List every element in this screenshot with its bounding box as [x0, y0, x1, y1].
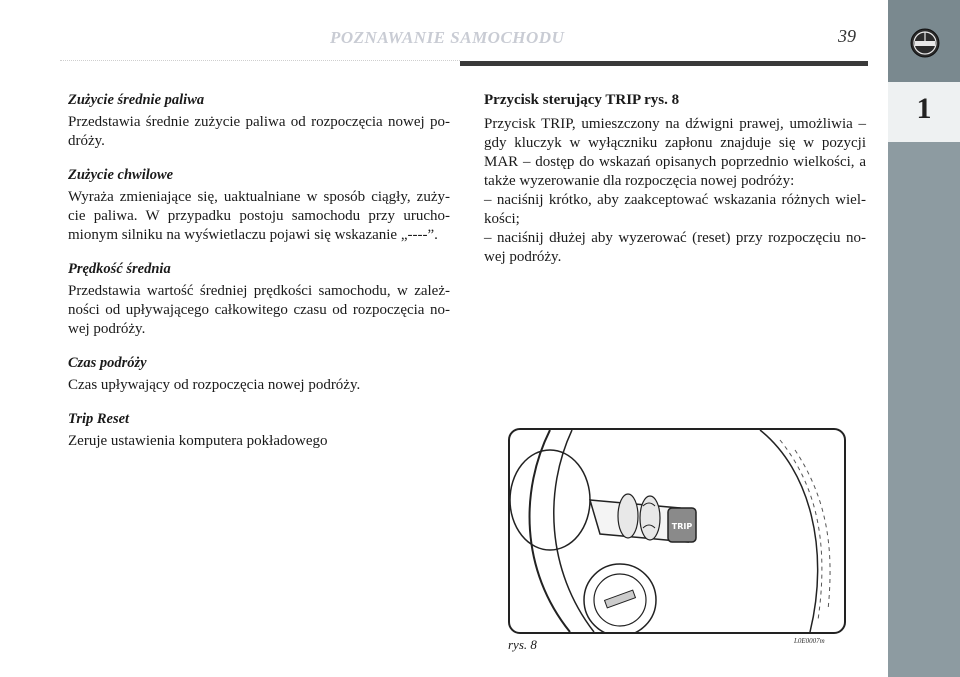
page-number: 39: [838, 26, 856, 46]
header-dotted-rule: [60, 60, 460, 61]
section-heading: Czas podróży: [68, 355, 147, 371]
section-instant-fuel: [68, 167, 450, 245]
left-column: [68, 92, 450, 467]
trip-button-heading: Przycisk sterujący TRIP rys. 8: [484, 92, 680, 108]
section-trip-reset: [68, 411, 450, 451]
trip-paragraph: – naciśnij dłużej aby wyzerować (reset) przy rozpoczęciu no-wej podróży.: [484, 230, 866, 265]
section-heading: Zużycie średnie paliwa: [68, 92, 205, 108]
section-heading: Prędkość średnia: [68, 261, 171, 277]
running-header-title: POZNAWANIE SAMOCHODU: [330, 28, 565, 47]
section-text: Wyraża zmieniające się, uaktualniane w sposób ciągły, zuży-cie paliwa. W przypadku postoju samochodu przy urucho-mionym silniku na wyświetlaczu pojawi się wskazanie „----”.: [68, 189, 450, 243]
trip-paragraph: Przycisk TRIP, umieszczony na dźwigni prawej, umożliwia – gdy kluczyk w wyłączniku zapłonu znajduje się w pozycji MAR – dostęp do wskazań opisanych poprzednio wielkości, a także wyzerowanie dla rozpoczęcia nowej podróży:: [484, 116, 866, 189]
figure-caption: rys. 8: [508, 637, 537, 652]
section-heading: Trip Reset: [68, 411, 130, 427]
trip-lever-illustration: [510, 430, 844, 632]
figure-code: L0E0007m: [794, 637, 825, 645]
section-text: Czas upływający od rozpoczęcia nowej podróży.: [68, 377, 361, 393]
trip-paragraph: – naciśnij krótko, aby zaakceptować wskazania różnych wiel-kości;: [484, 192, 866, 227]
chapter-number: 1: [916, 92, 932, 125]
lancia-logo-icon: [910, 28, 940, 58]
figure-trip-lever: [508, 428, 846, 634]
section-text: Zeruje ustawienia komputera pokładowego: [68, 433, 328, 449]
right-column: [484, 92, 866, 267]
header-dark-rule: [460, 61, 868, 66]
section-heading: Zużycie chwilowe: [68, 167, 174, 183]
section-text: Przedstawia średnie zużycie paliwa od rozpoczęcia nowej po-dróży.: [68, 114, 450, 149]
chapter-sidebar: [888, 0, 960, 677]
section-avg-fuel: [68, 92, 450, 151]
trip-button-label: TRIP: [671, 522, 693, 531]
section-trip-time: [68, 355, 450, 395]
section-text: Przedstawia wartość średniej prędkości samochodu, w zależ-ności od upływającego całkowitego czasu od rozpoczęcia no-wej podróży.: [68, 283, 450, 337]
section-avg-speed: [68, 261, 450, 339]
